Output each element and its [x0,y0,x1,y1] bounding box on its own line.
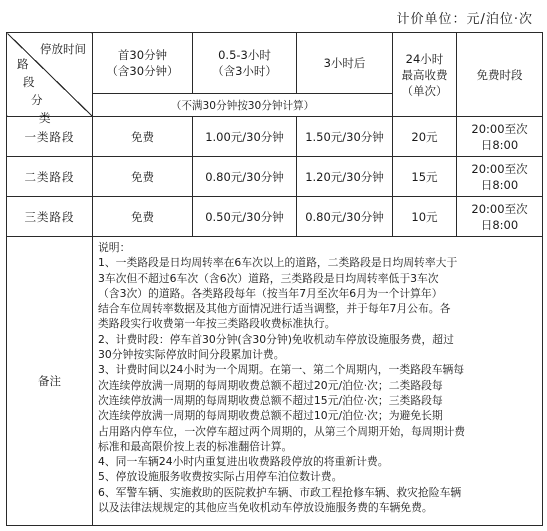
remark-line: 次连续停放满一周期的每周期收费总额不超过20元/泊位·次；二类路段每 [98,378,443,392]
remark-line: 6、军警车辆、实施救助的医院救护车辆、市政工程抢修车辆、救灾抢险车辆 [98,485,462,499]
remark-line: 30分钟按实际停放时间分段累加计费。 [98,348,285,362]
header-text: 24小时 [405,51,444,66]
unit-label: 计价单位：元/泊位·次 [396,12,533,27]
remarks-row [7,237,543,526]
remark-line: 结合车位周转率数据及其他方面情况进行适当调整，并于每年7月公布。各 [98,302,451,316]
remark-line: 3车次但不超过6车次（含6次）道路，三类路段是日均周转率低于3车次 [98,271,439,285]
corner-top-label: 停放时间 [40,42,86,56]
remark-line: 3、计费时间以24小时为一个周期。在第一、第二个周期内，一类路段车辆每 [98,363,465,377]
remark-line: 标准和最高限价按上表的标准翻倍计算。 [98,439,293,453]
remark-line: 说明： [98,241,131,254]
parking-fee-table [6,32,543,526]
corner-char: 路 [17,57,29,71]
col-first30-header [93,33,193,94]
table-row [7,197,543,237]
mid-rate-cell: 0.80元/30分钟 [193,157,297,197]
mid-rate-cell: 0.50元/30分钟 [193,197,297,237]
col-cap-header [393,33,457,117]
col-free-period-header: 免费时段 [457,33,543,117]
table-row [7,157,543,197]
free-period-cell [457,197,543,237]
free-period-text: 20:00至次 [471,121,528,136]
corner-char: 分 [31,93,43,107]
corner-header-cell [7,33,93,125]
first30-cell: 免费 [93,117,193,157]
after3h-rate-cell: 1.50元/30分钟 [297,117,393,157]
cap-cell: 10元 [393,197,457,237]
road-class-label: 三类路段 [7,197,93,237]
header-text: 0.5-3小时 [218,48,271,62]
free-period-text: 20:00至次 [471,201,528,216]
header-text: （含30分钟） [106,64,179,78]
corner-bottom-label [13,55,49,127]
cap-cell: 20元 [393,117,457,157]
mid-rate-cell: 1.00元/30分钟 [193,117,297,157]
free-period-cell [457,157,543,197]
header-text: 首30分钟 [117,48,168,62]
header-text: 最高收费 [401,67,448,82]
col-after3h-header: 3小时后 [297,33,393,94]
remark-line: 2、计费时段：停车首30分钟(含30分钟)免收机动车停放设施服务费，超过 [98,332,454,346]
header-row [7,33,543,94]
col-mid-header [193,33,297,94]
free-period-cell [457,117,543,157]
free-period-text: 日8:00 [480,217,519,232]
remarks-text [93,237,543,526]
remark-line: 以及法律法规规定的其他应当免收机动车停放设施服务费的车辆免费。 [98,501,433,515]
after3h-rate-cell: 1.20元/30分钟 [297,157,393,197]
after3h-rate-cell: 0.80元/30分钟 [297,197,393,237]
free-period-text: 日8:00 [480,137,519,152]
cap-cell: 15元 [393,157,457,197]
road-class-label: 一类路段 [7,117,93,157]
corner-char: 类 [39,111,51,125]
first30-cell: 免费 [93,157,193,197]
remark-line: 1、一类路段是日均周转率在6车次以上的道路，二类路段是日均周转率大于 [98,256,458,270]
header-text: （含3小时） [212,64,277,78]
billing-subnote: （不满30分钟按30分钟计算） [93,94,393,117]
remark-line: 4、同一车辆24小时内重复进出收费路段停放的将重新计费。 [98,455,389,469]
road-class-label: 二类路段 [7,157,93,197]
remarks-label: 备注 [7,237,93,526]
corner-char: 段 [23,75,35,89]
remark-line: 次连续停放满一周期的每周期收费总额不超过15元/泊位·次；三类路段每 [98,393,443,407]
table-row [7,117,543,157]
remark-line: （含3次）的道路。各类路段每年（按当年7月至次年6月为一个计算年） [98,286,443,300]
free-period-text: 日8:00 [480,177,519,192]
first30-cell: 免费 [93,197,193,237]
remark-line: 占用路内停车位，一次停车超过两个周期的，从第三个周期开始，每周期计费 [98,424,466,438]
remark-line: 类路段实行收费第一年按三类路段收费标准执行。 [98,317,336,331]
free-period-text: 20:00至次 [471,161,528,176]
header-text: （单次） [401,83,448,98]
remark-line: 次连续停放满一周期的每周期收费总额不超过10元/泊位·次；为避免长期 [98,409,443,423]
remark-line: 5、停放设施服务收费按实际占用停车泊位数计费。 [98,470,343,484]
